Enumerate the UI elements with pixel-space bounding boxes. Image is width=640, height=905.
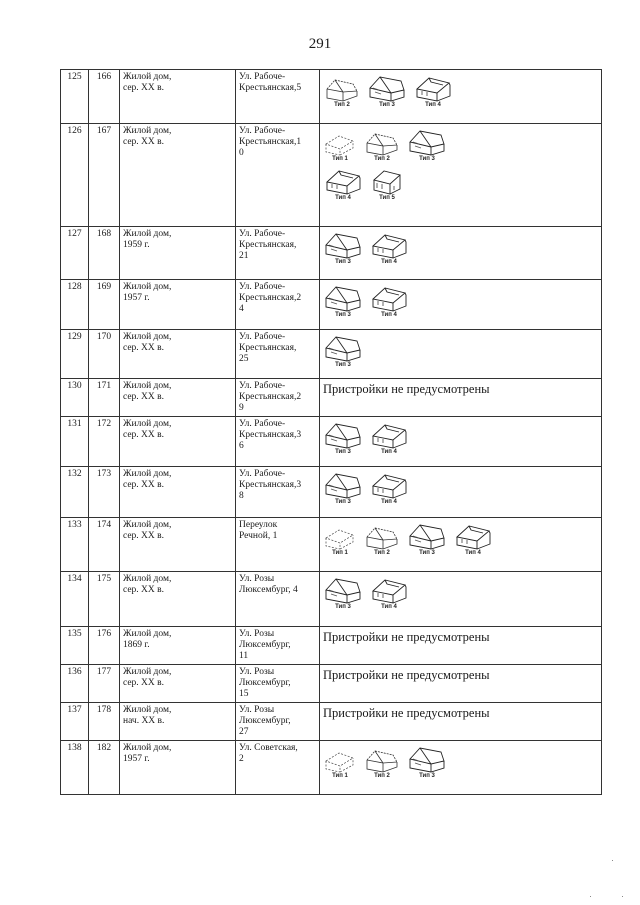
object-name: Жилой дом, 1869 г. (120, 627, 236, 665)
annex-type-label: Тип 4 (381, 499, 397, 505)
row-number: 126 (61, 124, 89, 227)
annex-cell (320, 417, 602, 467)
object-name: Жилой дом, сер. XX в. (120, 518, 236, 572)
annex-type-sketch (369, 167, 405, 202)
house-sketch-type-1-icon (323, 130, 357, 156)
house-sketch-type-1-icon (323, 747, 357, 773)
annex-sketch-row (323, 419, 598, 456)
annex-cell (320, 70, 602, 124)
annex-cell (320, 627, 602, 665)
annex-type-sketch (323, 524, 357, 557)
annex-type-label: Тип 1 (332, 156, 348, 162)
annex-type-label: Тип 4 (381, 312, 397, 318)
annex-type-label: Тип 3 (335, 499, 351, 505)
house-sketch-type-2-icon (363, 522, 401, 550)
annex-cell (320, 330, 602, 379)
annex-type-label: Тип 3 (419, 156, 435, 162)
house-sketch-type-3-icon (323, 282, 363, 312)
table-row (61, 280, 602, 330)
row-number: 135 (61, 627, 89, 665)
annex-type-label: Тип 1 (332, 773, 348, 779)
annex-sketch-row (323, 282, 598, 319)
annex-type-label: Тип 4 (381, 259, 397, 265)
house-sketch-type-4-icon (369, 282, 409, 312)
annex-type-sketch (367, 72, 407, 109)
object-address: Ул. Рабоче- Крестьянская,2 4 (236, 280, 320, 330)
annex-sketch-row (323, 165, 598, 202)
object-id: 172 (89, 417, 120, 467)
annex-cell (320, 703, 602, 741)
table-row (61, 467, 602, 518)
annex-type-label: Тип 4 (465, 550, 481, 556)
annex-cell (320, 741, 602, 795)
table-row (61, 70, 602, 124)
annex-type-sketch (413, 72, 453, 109)
house-sketch-type-3-icon (323, 332, 363, 362)
row-number: 131 (61, 417, 89, 467)
annex-type-sketch (323, 130, 357, 163)
annex-type-sketch (323, 469, 363, 506)
house-sketch-type-3-icon (367, 72, 407, 102)
annex-cell (320, 572, 602, 627)
annex-type-sketch (323, 332, 363, 369)
annex-type-sketch (369, 469, 409, 506)
annex-note: Пристройки не предусмотрены (323, 382, 490, 396)
annex-type-label: Тип 5 (379, 195, 395, 201)
annex-type-sketch (369, 574, 409, 611)
annex-type-sketch (369, 282, 409, 319)
annex-type-label: Тип 2 (374, 550, 390, 556)
table-row (61, 665, 602, 703)
object-name: Жилой дом, 1957 г. (120, 741, 236, 795)
annex-type-label: Тип 3 (335, 449, 351, 455)
annex-type-sketch (369, 229, 409, 266)
object-name: Жилой дом, сер. XX в. (120, 467, 236, 518)
row-number: 134 (61, 572, 89, 627)
page-number: 291 (308, 36, 332, 52)
annex-type-label: Тип 3 (379, 102, 395, 108)
table-row (61, 330, 602, 379)
house-sketch-type-3-icon (407, 520, 447, 550)
annex-type-sketch (363, 128, 401, 163)
annex-type-label: Тип 3 (335, 312, 351, 318)
object-address: Ул. Рабоче- Крестьянская,2 9 (236, 379, 320, 417)
object-address: Ул. Розы Люксембург, 15 (236, 665, 320, 703)
house-sketch-type-3-icon (323, 229, 363, 259)
object-id: 166 (89, 70, 120, 124)
object-address: Ул. Рабоче- Крестьянская,3 8 (236, 467, 320, 518)
annex-cell (320, 379, 602, 417)
annex-type-label: Тип 3 (419, 550, 435, 556)
annex-type-sketch (323, 282, 363, 319)
house-sketch-type-4-icon (323, 165, 363, 195)
object-address: Ул. Рабоче- Крестьянская, 21 (236, 227, 320, 280)
annex-type-sketch (363, 745, 401, 780)
annex-type-label: Тип 4 (381, 449, 397, 455)
row-number: 132 (61, 467, 89, 518)
row-number: 137 (61, 703, 89, 741)
object-id: 170 (89, 330, 120, 379)
annex-type-label: Тип 3 (419, 773, 435, 779)
annex-sketch-row (323, 520, 598, 557)
house-sketch-type-5-icon (369, 167, 405, 195)
annex-type-sketch (323, 74, 361, 109)
annex-note: Пристройки не предусмотрены (323, 706, 490, 720)
object-name: Жилой дом, сер. XX в. (120, 70, 236, 124)
house-sketch-type-4-icon (369, 469, 409, 499)
house-sketch-type-4-icon (413, 72, 453, 102)
annex-cell (320, 124, 602, 227)
house-sketch-type-3-icon (407, 743, 447, 773)
annex-type-sketch (407, 743, 447, 780)
house-sketch-type-3-icon (323, 419, 363, 449)
house-sketch-type-2-icon (363, 745, 401, 773)
row-number: 130 (61, 379, 89, 417)
house-sketch-type-4-icon (369, 419, 409, 449)
object-name: Жилой дом, сер. XX в. (120, 417, 236, 467)
house-sketch-type-3-icon (323, 574, 363, 604)
object-id: 182 (89, 741, 120, 795)
object-id: 167 (89, 124, 120, 227)
annex-cell (320, 665, 602, 703)
object-id: 171 (89, 379, 120, 417)
object-id: 174 (89, 518, 120, 572)
annex-sketch-row (323, 469, 598, 506)
annex-cell (320, 467, 602, 518)
object-name: Жилой дом, сер. XX в. (120, 572, 236, 627)
object-address: Ул. Рабоче- Крестьянская,1 0 (236, 124, 320, 227)
annex-type-sketch (363, 522, 401, 557)
object-name: Жилой дом, сер. XX в. (120, 379, 236, 417)
annex-type-label: Тип 4 (335, 195, 351, 201)
object-name: Жилой дом, сер. XX в. (120, 665, 236, 703)
object-id: 175 (89, 572, 120, 627)
annex-type-sketch (369, 419, 409, 456)
row-number: 127 (61, 227, 89, 280)
table-row (61, 227, 602, 280)
object-name: Жилой дом, сер. XX в. (120, 124, 236, 227)
annex-type-label: Тип 2 (374, 156, 390, 162)
scan-speck (612, 860, 613, 861)
object-id: 178 (89, 703, 120, 741)
house-sketch-type-4-icon (369, 229, 409, 259)
annex-note: Пристройки не предусмотрены (323, 630, 490, 644)
annex-type-label: Тип 3 (335, 362, 351, 368)
table-row (61, 572, 602, 627)
annex-type-sketch (323, 419, 363, 456)
object-address: Ул. Розы Люксембург, 27 (236, 703, 320, 741)
object-name: Жилой дом, нач. XX в. (120, 703, 236, 741)
row-number: 128 (61, 280, 89, 330)
annex-note: Пристройки не предусмотрены (323, 668, 490, 682)
annex-sketch-row (323, 229, 598, 266)
house-sketch-type-2-icon (363, 128, 401, 156)
annex-type-sketch (407, 126, 447, 163)
table-body (61, 70, 602, 795)
house-sketch-type-3-icon (323, 469, 363, 499)
house-sketch-type-4-icon (453, 520, 493, 550)
table-row (61, 703, 602, 741)
object-name: Жилой дом, 1957 г. (120, 280, 236, 330)
row-number: 138 (61, 741, 89, 795)
object-id: 168 (89, 227, 120, 280)
object-address: Ул. Рабоче- Крестьянская, 25 (236, 330, 320, 379)
house-sketch-type-4-icon (369, 574, 409, 604)
row-number: 136 (61, 665, 89, 703)
row-number: 133 (61, 518, 89, 572)
annex-type-label: Тип 3 (335, 259, 351, 265)
table-row (61, 518, 602, 572)
annex-sketch-row (323, 332, 598, 369)
annex-sketch-row (323, 126, 598, 163)
row-number: 129 (61, 330, 89, 379)
object-address: Ул. Рабоче- Крестьянская,5 (236, 70, 320, 124)
annex-cell (320, 280, 602, 330)
annex-type-sketch (323, 229, 363, 266)
annex-sketch-row (323, 72, 598, 109)
object-name: Жилой дом, 1959 г. (120, 227, 236, 280)
house-sketch-type-3-icon (407, 126, 447, 156)
annex-cell (320, 518, 602, 572)
object-id: 173 (89, 467, 120, 518)
monuments-table (60, 69, 602, 795)
table-row (61, 741, 602, 795)
object-id: 176 (89, 627, 120, 665)
row-number: 125 (61, 70, 89, 124)
scan-speck (622, 896, 623, 897)
annex-type-label: Тип 3 (335, 604, 351, 610)
house-sketch-type-1-icon (323, 524, 357, 550)
annex-type-sketch (323, 165, 363, 202)
object-address: Переулок Речной, 1 (236, 518, 320, 572)
annex-type-label: Тип 4 (381, 604, 397, 610)
house-sketch-type-2-icon (323, 74, 361, 102)
annex-type-label: Тип 2 (374, 773, 390, 779)
object-id: 169 (89, 280, 120, 330)
annex-type-label: Тип 1 (332, 550, 348, 556)
scan-speck (590, 896, 591, 897)
object-address: Ул. Советская, 2 (236, 741, 320, 795)
annex-sketch-row (323, 743, 598, 780)
table-row (61, 124, 602, 227)
annex-type-sketch (407, 520, 447, 557)
object-address: Ул. Рабоче- Крестьянская,3 6 (236, 417, 320, 467)
annex-type-sketch (323, 747, 357, 780)
annex-type-sketch (453, 520, 493, 557)
annex-type-sketch (323, 574, 363, 611)
table-row (61, 627, 602, 665)
annex-sketch-row (323, 574, 598, 611)
annex-type-label: Тип 4 (425, 102, 441, 108)
annex-cell (320, 227, 602, 280)
annex-type-label: Тип 2 (334, 102, 350, 108)
object-address: Ул. Розы Люксембург, 11 (236, 627, 320, 665)
object-address: Ул. Розы Люксембург, 4 (236, 572, 320, 627)
table-row (61, 379, 602, 417)
table-row (61, 417, 602, 467)
object-id: 177 (89, 665, 120, 703)
object-name: Жилой дом, сер. XX в. (120, 330, 236, 379)
